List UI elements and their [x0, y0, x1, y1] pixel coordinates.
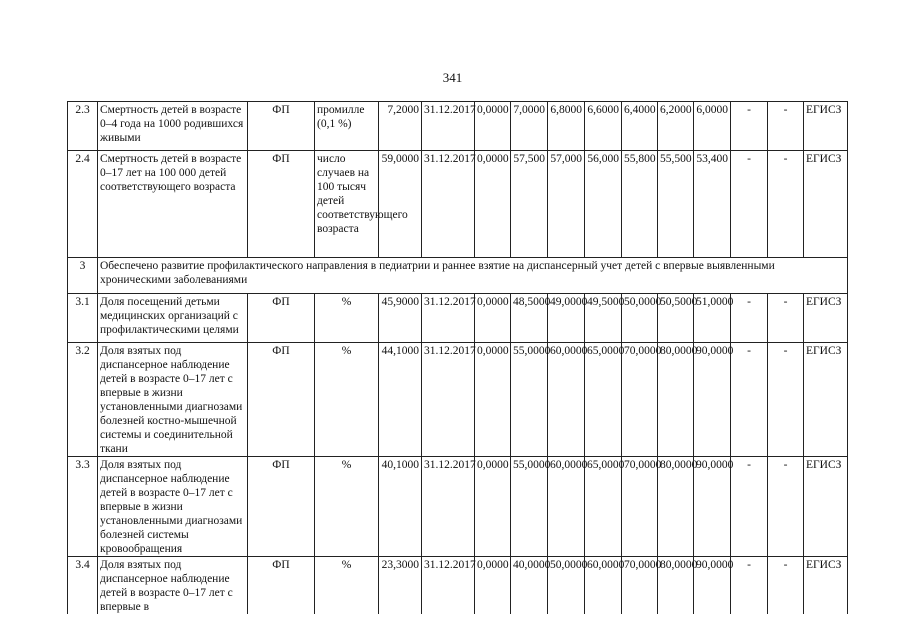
base-date-cell: 31.12.2017: [422, 294, 475, 343]
page-number: 341: [442, 70, 463, 85]
year-value-cell: 57,500: [511, 151, 548, 258]
row-number-cell: 2.3: [68, 102, 98, 151]
year-value-cell: 6,4000: [622, 102, 658, 151]
base-value-cell: 40,1000: [379, 457, 422, 557]
source-cell: ЕГИСЗ: [804, 457, 848, 557]
year-value-cell: 70,0000: [622, 343, 658, 457]
indicator-name-cell: Доля взятых под диспансерное наблюдение детей в возрасте 0–17 лет с впервые в жизни установленными диагнозами болезней костно-мышечной системы и соединительной ткани: [98, 343, 248, 457]
source-cell: ЕГИСЗ: [804, 102, 848, 151]
unit-cell: %: [315, 557, 379, 615]
base-value-cell: 44,1000: [379, 343, 422, 457]
dash-cell: -: [768, 151, 804, 258]
year-value-cell: 51,0000: [694, 294, 731, 343]
dash-cell: -: [768, 557, 804, 615]
indicator-type-cell: ФП: [248, 343, 315, 457]
year-value-cell: 6,2000: [658, 102, 694, 151]
year-value-cell: 55,0000: [511, 457, 548, 557]
indicator-type-cell: ФП: [248, 457, 315, 557]
year-value-cell: 80,0000: [658, 343, 694, 457]
indicator-name-cell: Доля взятых под диспансерное наблюдение детей в возрасте 0–17 лет с впервые в: [98, 557, 248, 615]
unit-cell: %: [315, 294, 379, 343]
dash-cell: -: [768, 102, 804, 151]
source-cell: ЕГИСЗ: [804, 557, 848, 615]
year-value-cell: 70,0000: [622, 557, 658, 615]
section-title-cell: Обеспечено развитие профилактического направления в педиатрии и раннее взятие на диспансерный учет детей с впервые выявленными хроническими заболеваниями: [98, 258, 848, 294]
dash-cell: -: [731, 294, 768, 343]
base-date-cell: 31.12.2017: [422, 557, 475, 615]
year-value-cell: 80,0000: [658, 557, 694, 615]
base-value-cell: 7,2000: [379, 102, 422, 151]
year-value-cell: 0,0000: [475, 102, 511, 151]
year-value-cell: 60,0000: [585, 557, 622, 615]
table-body: [68, 102, 848, 615]
base-date-cell: 31.12.2017: [422, 343, 475, 457]
indicator-type-cell: ФП: [248, 557, 315, 615]
year-value-cell: 6,6000: [585, 102, 622, 151]
table-row: [68, 457, 848, 557]
table-row: [68, 343, 848, 457]
indicator-type-cell: ФП: [248, 102, 315, 151]
year-value-cell: 0,0000: [475, 294, 511, 343]
base-date-cell: 31.12.2017: [422, 151, 475, 258]
row-number-cell: 3.1: [68, 294, 98, 343]
source-cell: ЕГИСЗ: [804, 294, 848, 343]
indicator-name-cell: Смертность детей в возрасте 0–17 лет на 100 000 детей соответствующего возраста: [98, 151, 248, 258]
row-number-cell: 3.2: [68, 343, 98, 457]
row-number-cell: 3.4: [68, 557, 98, 615]
year-value-cell: 65,0000: [585, 457, 622, 557]
year-value-cell: 60,0000: [548, 457, 585, 557]
base-value-cell: 45,9000: [379, 294, 422, 343]
base-date-cell: 31.12.2017: [422, 457, 475, 557]
source-cell: ЕГИСЗ: [804, 151, 848, 258]
year-value-cell: 90,0000: [694, 557, 731, 615]
indicator-type-cell: ФП: [248, 151, 315, 258]
table-row: [68, 557, 848, 615]
year-value-cell: 90,0000: [694, 457, 731, 557]
year-value-cell: 0,0000: [475, 457, 511, 557]
year-value-cell: 0,0000: [475, 557, 511, 615]
year-value-cell: 50,0000: [548, 557, 585, 615]
dash-cell: -: [731, 557, 768, 615]
year-value-cell: 49,5000: [585, 294, 622, 343]
base-value-cell: 59,0000: [379, 151, 422, 258]
year-value-cell: 40,0000: [511, 557, 548, 615]
row-number-cell: 2.4: [68, 151, 98, 258]
dash-cell: -: [768, 294, 804, 343]
base-date-cell: 31.12.2017: [422, 102, 475, 151]
year-value-cell: 55,0000: [511, 343, 548, 457]
dash-cell: -: [731, 102, 768, 151]
unit-cell: %: [315, 457, 379, 557]
year-value-cell: 53,400: [694, 151, 731, 258]
unit-cell: промилле (0,1 %): [315, 102, 379, 151]
indicator-type-cell: ФП: [248, 294, 315, 343]
year-value-cell: 55,500: [658, 151, 694, 258]
dash-cell: -: [768, 343, 804, 457]
year-value-cell: 90,0000: [694, 343, 731, 457]
table-row: [68, 102, 848, 151]
unit-cell: число случаев на 100 тысяч детей соответствующего возраста: [315, 151, 379, 258]
section-row: [68, 258, 848, 294]
year-value-cell: 65,0000: [585, 343, 622, 457]
unit-cell: %: [315, 343, 379, 457]
year-value-cell: 48,5000: [511, 294, 548, 343]
indicator-name-cell: Доля посещений детьми медицинских организаций с профилактическими целями: [98, 294, 248, 343]
base-value-cell: 23,3000: [379, 557, 422, 615]
indicator-name-cell: Доля взятых под диспансерное наблюдение детей в возрасте 0–17 лет с впервые в жизни установленными диагнозами болезней системы кровообращения: [98, 457, 248, 557]
year-value-cell: 6,8000: [548, 102, 585, 151]
section-number-cell: 3: [68, 258, 98, 294]
year-value-cell: 50,0000: [622, 294, 658, 343]
dash-cell: -: [731, 151, 768, 258]
source-cell: ЕГИСЗ: [804, 343, 848, 457]
year-value-cell: 6,0000: [694, 102, 731, 151]
year-value-cell: 0,0000: [475, 343, 511, 457]
year-value-cell: 80,0000: [658, 457, 694, 557]
table-row: [68, 294, 848, 343]
indicators-table: [67, 101, 848, 614]
dash-cell: -: [768, 457, 804, 557]
dash-cell: -: [731, 343, 768, 457]
year-value-cell: 60,0000: [548, 343, 585, 457]
year-value-cell: 56,000: [585, 151, 622, 258]
table-row: [68, 151, 848, 258]
year-value-cell: 0,0000: [475, 151, 511, 258]
year-value-cell: 55,800: [622, 151, 658, 258]
dash-cell: -: [731, 457, 768, 557]
year-value-cell: 70,0000: [622, 457, 658, 557]
row-number-cell: 3.3: [68, 457, 98, 557]
indicator-name-cell: Смертность детей в возрасте 0–4 года на 1000 родившихся живыми: [98, 102, 248, 151]
year-value-cell: 7,0000: [511, 102, 548, 151]
year-value-cell: 57,000: [548, 151, 585, 258]
year-value-cell: 49,0000: [548, 294, 585, 343]
year-value-cell: 50,5000: [658, 294, 694, 343]
